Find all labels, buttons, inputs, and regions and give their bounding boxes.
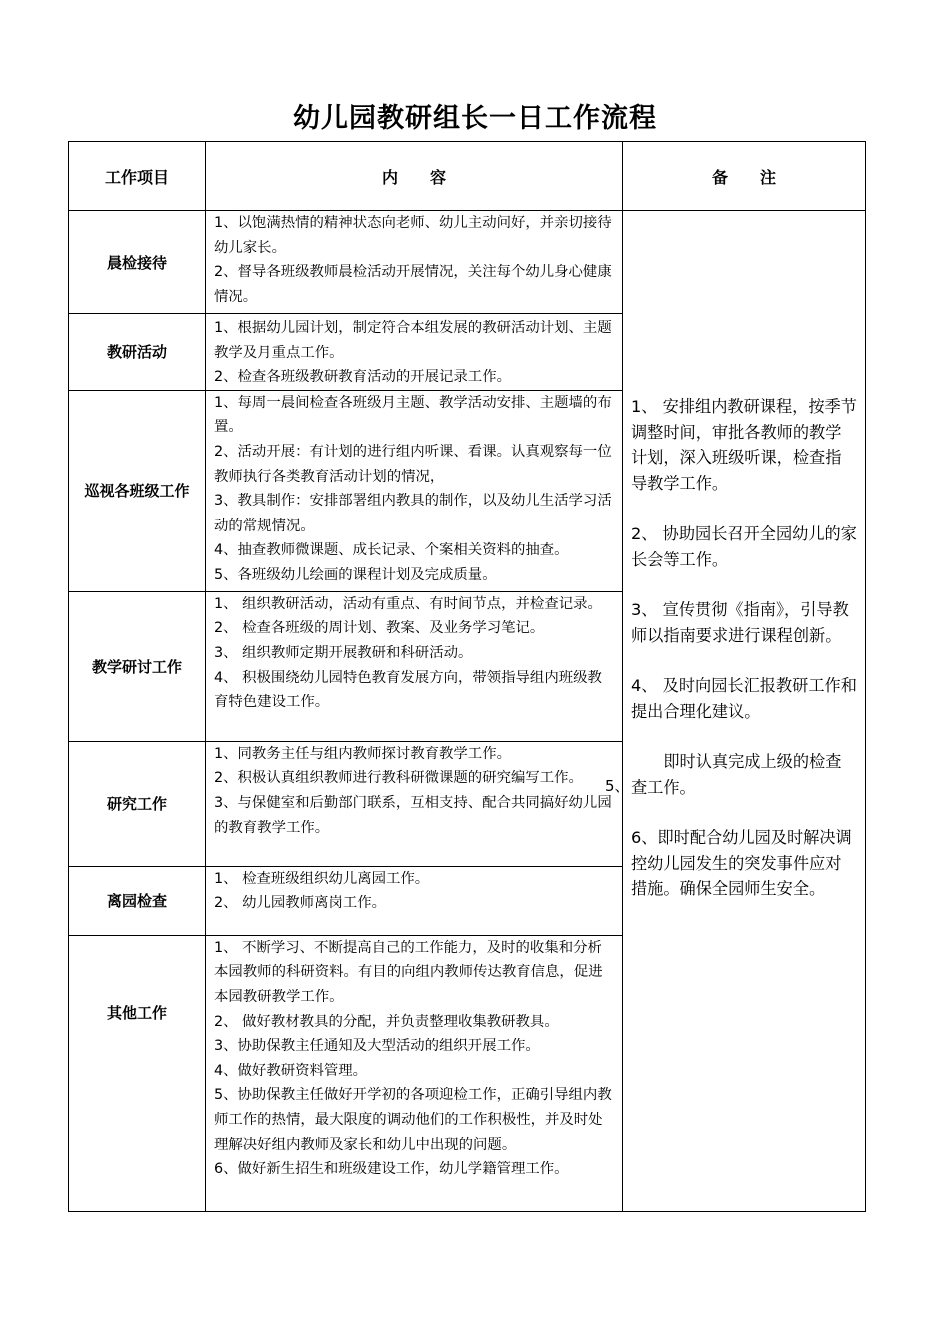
row-content bbox=[206, 866, 623, 935]
content-line: 1、以饱满热情的精神状态向老师、幼儿主动问好，并亲切接待幼儿家长。 bbox=[214, 215, 612, 256]
remark-line: 2、 协助园长召开全园幼儿的家长会等工作。 bbox=[631, 524, 857, 569]
header-item: 工作项目 bbox=[69, 142, 206, 211]
content-line: 4、 积极围绕幼儿园特色教育发展方向，带领指导组内班级教育特色建设工作。 bbox=[214, 669, 602, 711]
row-content bbox=[206, 314, 623, 391]
content-line: 5、协助保教主任做好开学初的各项迎检工作，正确引导组内教师工作的热情，最大限度的调动他们的工作积极性，并及时处理解决好组内教师及家长和幼儿中出现的问题。 bbox=[214, 1087, 612, 1153]
row-content bbox=[206, 935, 623, 1211]
remark-line: 4、 及时向园长汇报教研工作和提出合理化建议。 bbox=[631, 676, 857, 721]
content-line: 2、积极认真组织教师进行教科研微课题的研究编写工作。 bbox=[214, 770, 583, 787]
row-item-label: 其他工作 bbox=[69, 935, 206, 1211]
content-line: 6、做好新生招生和班级建设工作，幼儿学籍管理工作。 bbox=[214, 1161, 569, 1178]
header-content: 内 容 bbox=[206, 142, 623, 211]
row-item-label: 教学研讨工作 bbox=[69, 591, 206, 741]
row-item-label: 离园检查 bbox=[69, 866, 206, 935]
row-content bbox=[206, 741, 623, 866]
remark-5-number: 5、 bbox=[605, 777, 630, 795]
remark-line: 1、 安排组内教研课程，按季节调整时间，审批各教师的教学计划，深入班级听课，检查指导教学工作。 bbox=[631, 397, 857, 493]
workflow-table bbox=[68, 141, 866, 1212]
content-line: 2、检查各班级教研教育活动的开展记录工作。 bbox=[214, 369, 511, 386]
page-title: 幼儿园教研组长一日工作流程 bbox=[293, 103, 657, 134]
content-line: 3、 组织教师定期开展教研和科研活动。 bbox=[214, 644, 473, 661]
content-line: 1、 组织教研活动，活动有重点、有时间节点，并检查记录。 bbox=[214, 595, 602, 612]
content-line: 5、各班级幼儿绘画的课程计划及完成质量。 bbox=[214, 566, 497, 583]
content-line: 4、做好教研资料管理。 bbox=[214, 1062, 368, 1079]
table-header-row bbox=[69, 142, 866, 211]
row-item-label: 教研活动 bbox=[69, 314, 206, 391]
content-line: 3、与保健室和后勤部门联系，互相支持、配合共同搞好幼儿园的教育教学工作。 bbox=[214, 794, 612, 836]
content-line: 3、教具制作：安排部署组内教具的制作，以及幼儿生活学习活动的常规情况。 bbox=[214, 493, 612, 534]
content-line: 1、 不断学习、不断提高自己的工作能力，及时的收集和分析本园教师的科研资料。有目的向组内教师传达教育信息，促进本园教研教学工作。 bbox=[214, 939, 603, 1005]
content-line: 1、根据幼儿园计划，制定符合本组发展的教研活动计划、主题教学及月重点工作。 bbox=[214, 320, 612, 361]
content-line: 4、抽查教师微课题、成长记录、个案相关资料的抽查。 bbox=[214, 542, 569, 559]
row-content bbox=[206, 211, 623, 314]
content-line: 2、督导各班级教师晨检活动开展情况，关注每个幼儿身心健康情况。 bbox=[214, 264, 612, 305]
content-line: 1、 检查班级组织幼儿离园工作。 bbox=[214, 870, 430, 887]
content-line: 2、 幼儿园教师离岗工作。 bbox=[214, 895, 387, 912]
content-line: 2、 做好教材教具的分配，并负责整理收集教研教具。 bbox=[214, 1013, 559, 1030]
row-item-label: 巡视各班级工作 bbox=[69, 390, 206, 591]
content-line: 1、每周一晨间检查各班级月主题、教学活动安排、主题墙的布置。 bbox=[214, 394, 612, 436]
remarks-cell bbox=[623, 211, 866, 1212]
remark-line: 即时认真完成上级的检查查工作。 bbox=[631, 752, 842, 797]
content-line: 2、 检查各班级的周计划、教案、及业务学习笔记。 bbox=[214, 620, 545, 637]
remark-line: 6、即时配合幼儿园及时解决调控幼儿园发生的突发事件应对措施。确保全园师生安全。 bbox=[631, 828, 852, 898]
content-line: 3、协助保教主任通知及大型活动的组织开展工作。 bbox=[214, 1038, 540, 1055]
content-line: 2、活动开展：有计划的进行组内听课、看课。认真观察每一位教师执行各类教育活动计划的情况， bbox=[214, 443, 612, 485]
row-item-label: 研究工作 bbox=[69, 741, 206, 866]
row-content bbox=[206, 591, 623, 741]
row-item-label: 晨检接待 bbox=[69, 211, 206, 314]
header-remark: 备 注 bbox=[623, 142, 866, 211]
remark-line: 3、 宣传贯彻《指南》，引导教师以指南要求进行课程创新。 bbox=[631, 600, 849, 645]
table-row bbox=[69, 211, 866, 314]
content-line: 1、同教务主任与组内教师探讨教育教学工作。 bbox=[214, 745, 511, 762]
row-content bbox=[206, 390, 623, 591]
